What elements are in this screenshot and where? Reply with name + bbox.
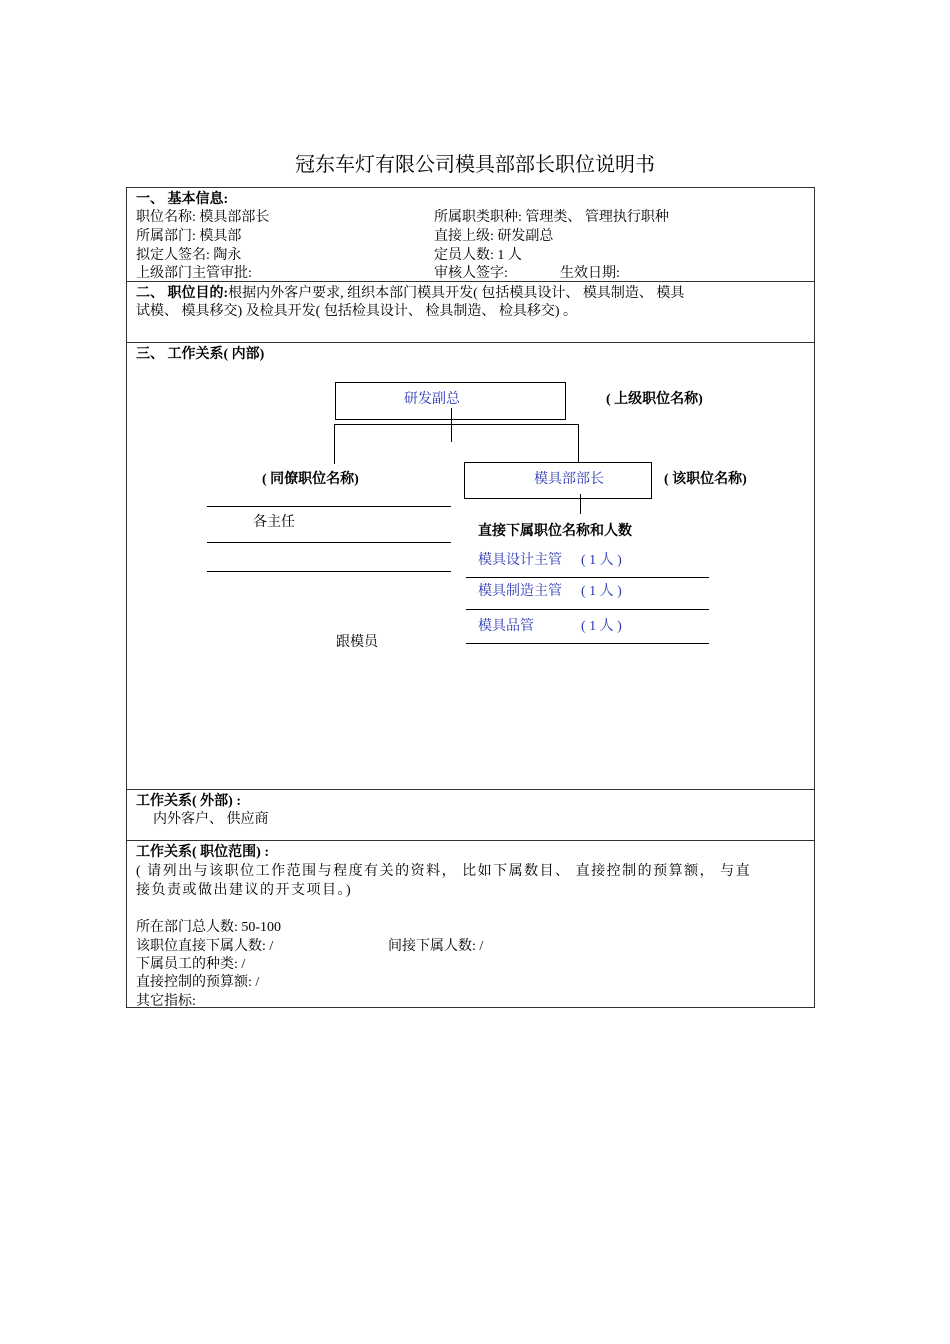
superior-box-label: 研发副总: [404, 392, 460, 407]
position-name: 职位名称: 模具部部长: [136, 210, 270, 225]
headcount: 定员人数: 1 人: [434, 248, 522, 263]
subordinate-name: 模具品管: [478, 619, 534, 634]
subordinates-heading: 直接下属职位名称和人数: [478, 524, 632, 539]
purpose-text-1: 根据内外客户要求, 组织本部门模具开发( 包括模具设计、 模具制造、 模具: [228, 286, 685, 301]
scope-note-1: ( 请列出与该职位工作范围与程度有关的资料， 比如下属数目、 直接控制的预算额， 与直: [136, 864, 752, 879]
peer-item: 各主任: [253, 515, 295, 530]
peer-line: [207, 571, 451, 572]
direct-superior: 直接上级: 研发副总: [434, 229, 554, 244]
subordinate-line: [466, 609, 709, 610]
purpose-text-2: 试模、 模具移交) 及检具开发( 包括检具设计、 检具制造、 检具移交) 。: [136, 304, 577, 319]
department: 所属部门: 模具部: [136, 229, 242, 244]
department-total-staff: 所在部门总人数: 50-100: [136, 920, 282, 935]
subordinate-count: ( 1 人 ): [581, 553, 622, 568]
drafter: 拟定人签名: 陶永: [136, 248, 242, 263]
subordinate-count: ( 1 人 ): [581, 584, 622, 599]
peer-item: 跟模员: [336, 635, 378, 650]
direct-reports-count: 该职位直接下属人数: /: [136, 939, 274, 954]
purpose-heading: 二、 职位目的:: [136, 286, 229, 301]
superior-position-label: ( 上级职位名称): [606, 392, 703, 407]
indirect-reports-count: 间接下属人数: /: [388, 939, 484, 954]
external-relations-heading: 工作关系( 外部) :: [136, 794, 241, 809]
subordinate-line: [466, 577, 709, 578]
subordinate-name: 模具设计主管: [478, 553, 562, 568]
page-title: 冠东车灯有限公司模具部部长职位说明书: [295, 152, 655, 176]
peer-line: [207, 506, 451, 507]
superior-approval: 上级部门主管审批:: [136, 266, 252, 281]
self-box-label: 模具部部长: [534, 472, 604, 487]
effective-date: 生效日期:: [560, 266, 620, 281]
internal-relations-heading: 三、 工作关系( 内部): [136, 347, 265, 362]
basic-info-heading: 一、 基本信息:: [136, 192, 229, 207]
peer-line: [207, 542, 451, 543]
peer-position-label: ( 同僚职位名称): [262, 472, 359, 487]
staff-types: 下属员工的种类: /: [136, 957, 246, 972]
direct-budget: 直接控制的预算额: /: [136, 975, 260, 990]
connector-line: [451, 408, 452, 442]
connector-line: [578, 424, 579, 463]
connector-line: [334, 424, 579, 425]
purpose-line1: [136, 282, 684, 302]
subordinate-line: [466, 643, 709, 644]
scope-note-2: 接负责或做出建议的开支项目。): [136, 883, 353, 898]
self-position-label: ( 该职位名称): [664, 472, 747, 487]
scope-heading: 工作关系( 职位范围) :: [136, 845, 269, 860]
subordinate-name: 模具制造主管: [478, 584, 562, 599]
connector-line: [580, 494, 581, 514]
other-indicators: 其它指标:: [136, 994, 196, 1009]
subordinate-count: ( 1 人 ): [581, 619, 622, 634]
external-relations-text: 内外客户、 供应商: [153, 812, 269, 827]
connector-line: [334, 424, 335, 464]
position-category: 所属职类职种: 管理类、 管理执行职种: [434, 210, 669, 225]
reviewer-signature: 审核人签字:: [434, 266, 508, 281]
